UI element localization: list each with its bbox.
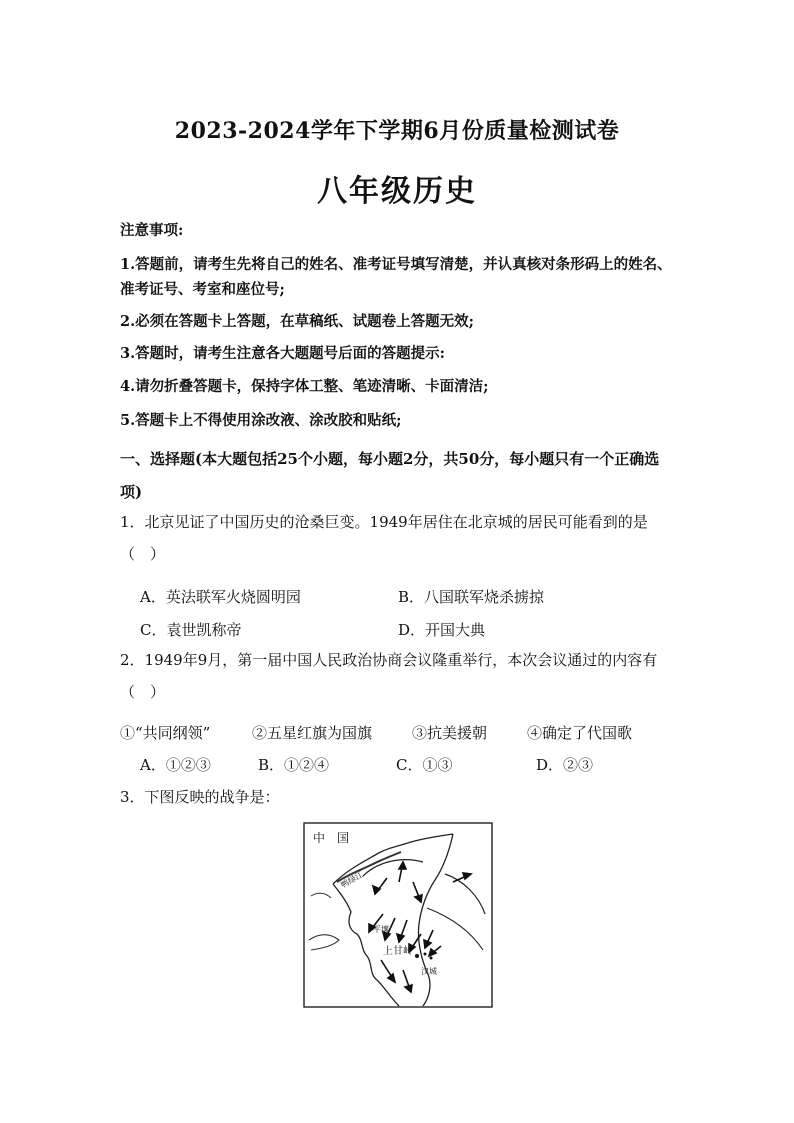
notice-item-4: 4.请勿折叠答题卡，保持字体工整、笔迹清晰、卡面清洁;: [120, 378, 489, 395]
notice-item-5: 5.答题卡上不得使用涂改液、涂改胶和贴纸;: [120, 412, 402, 429]
q2-option-c: C．①③: [396, 756, 453, 774]
q2-item-3: ③抗美援朝: [412, 724, 488, 742]
map-label-shanganling: 上甘岭: [383, 946, 413, 957]
q2-option-b: B．①②④: [258, 756, 330, 774]
q1-option-a: A．英法联军火烧圆明园: [140, 588, 301, 606]
map-label-pyongyang: 平壤: [373, 925, 389, 934]
exam-title: 2023-2024学年下学期6月份质量检测试卷: [174, 118, 620, 144]
notice-item-3: 3.答题时，请考生注意各大题题号后面的答题提示:: [120, 345, 445, 362]
map-frame: [304, 823, 492, 1007]
notice-item-1: 1.答题前，请考生先将自己的姓名、准考证号填写清楚，并认真核对条形码上的姓名、准考证号、考室和座位号;: [120, 256, 672, 298]
question-2-stem: 2．1949年9月，第一届中国人民政治协商会议隆重举行，本次会议通过的内容有（ ）: [120, 651, 658, 701]
q2-item-1: ①“共同纲领”: [120, 724, 211, 742]
korean-war-map: [303, 822, 493, 1008]
notice-item-2: 2.必须在答题卡上答题，在草稿纸、试题卷上答题无效;: [120, 313, 474, 330]
exam-subject: 八年级历史: [317, 174, 477, 209]
q2-option-a: A．①②③: [140, 756, 211, 774]
q2-option-d: D．②③: [536, 756, 594, 774]
q1-option-c: C．袁世凯称帝: [140, 621, 242, 639]
q2-item-4: ④确定了代国歌: [527, 724, 633, 742]
q2-item-2: ②五星红旗为国旗: [252, 724, 373, 742]
question-1-stem: 1．北京见证了中国历史的沧桑巨变。1949年居住在北京城的居民可能看到的是（ ）: [120, 513, 648, 563]
notice-heading: 注意事项:: [120, 222, 184, 239]
q1-option-d: D．开国大典: [398, 621, 486, 639]
section-heading: 一、选择题(本大题包括25个小题，每小题2分，共50分，每小题只有一个正确选项): [120, 450, 660, 501]
map-figure: [303, 822, 493, 1008]
map-label-china: 中 国: [313, 831, 350, 845]
q1-option-b: B．八国联军烧杀掳掠: [398, 588, 545, 606]
question-3-stem: 3．下图反映的战争是：: [120, 788, 280, 806]
map-label-seoul: 汉城: [421, 967, 437, 976]
map-label-yalu: 鸭绿江: [339, 869, 365, 890]
